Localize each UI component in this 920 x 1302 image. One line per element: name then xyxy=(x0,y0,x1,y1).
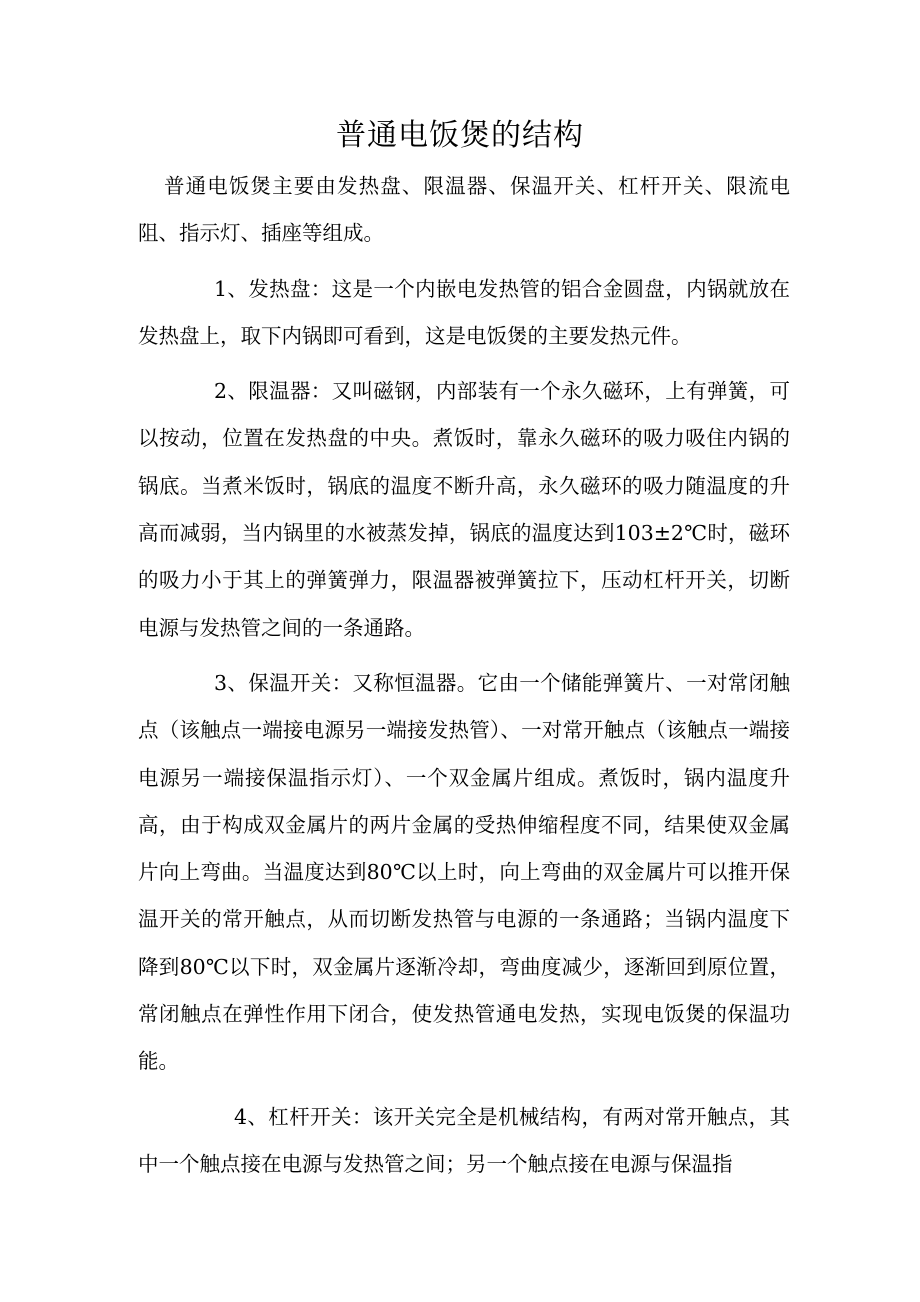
document-title: 普通电饭煲的结构 xyxy=(336,118,584,153)
lever-switch-paragraph: 4、杠杆开关：该开关完全是机械结构，有两对常开触点，其中一个触点接在电源与发热管之间；另一个触点接在电源与保温指 xyxy=(138,1104,790,1176)
keep-warm-switch-paragraph: 3、保温开关：又称恒温器。它由一个储能弹簧片、一对常闭触点（该触点一端接电源另一端接发热管）、一对常开触点（该触点一端接电源另一端接保温指示灯）、一个双金属片组成。煮饭时，锅内温度升高，由于构成双金属片的两片金属的受热伸缩程度不同，结果使双金属片向上弯曲。当温度达到80℃以上时，向上弯曲的双金属片可以推开保温开关的常开触点，从而切断发热管与电源的一条通路；当锅内温度下降到80℃以下时，双金属片逐渐冷却，弯曲度减少，逐渐回到原位置，常闭触点在弹性作用下闭合，使发热管通电发热，实现电饭煲的保温功能。 xyxy=(138,670,790,1074)
intro-paragraph: 普通电饭煲主要由发热盘、限温器、保温开关、杠杆开关、限流电阻、指示灯、插座等组成。 xyxy=(138,174,790,246)
heating-plate-paragraph: 1、发热盘：这是一个内嵌电发热管的铝合金圆盘，内锅就放在发热盘上，取下内锅即可看到，这是电饭煲的主要发热元件。 xyxy=(138,276,790,348)
document-body xyxy=(138,163,790,1188)
thermostat-limiter-paragraph: 2、限温器：又叫磁钢，内部装有一个永久磁环，上有弹簧，可以按动，位置在发热盘的中央。煮饭时，靠永久磁环的吸力吸住内锅的锅底。当煮米饭时，锅底的温度不断升高，永久磁环的吸力随温度的升高而减弱，当内锅里的水被蒸发掉，锅底的温度达到103±2℃时，磁环的吸力小于其上的弹簧弹力，限温器被弹簧拉下，压动杠杆开关，切断电源与发热管之间的一条通路。 xyxy=(138,379,790,640)
